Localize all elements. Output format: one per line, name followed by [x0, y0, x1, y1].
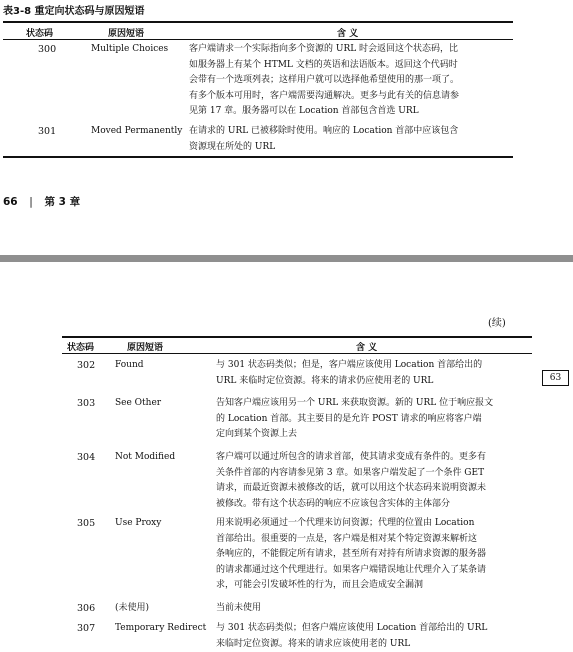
page-footer	[3, 194, 80, 209]
header-reason: 原因短语	[127, 340, 163, 353]
meaning-line: 的请求都通过这个代理进行。如果客户端错误地让代理介入了某条请	[216, 563, 486, 579]
header-reason: 原因短语	[108, 26, 144, 39]
reason-phrase: Use Proxy	[115, 516, 161, 532]
status-code: 300	[38, 44, 56, 55]
header-meaning: 含 义	[337, 26, 358, 39]
meaning-line: 来临时定位资源。将来的请求应该使用老的 URL	[216, 637, 487, 652]
meaning-line: 与 301 状态码类似；但客户端应该使用 Location 首部给出的 URL	[216, 621, 487, 637]
meaning-line: 见第 17 章。服务器可以在 Location 首部包含首选 URL	[189, 104, 459, 120]
meaning-line: 告知客户端应该用另一个 URL 来获取资源。新的 URL 位于响应报文	[216, 396, 493, 412]
meaning-line: 的 Location 首部。其主要目的是允许 POST 请求的响应将客户端	[216, 412, 493, 428]
reason-phrase: Not Modified	[115, 450, 175, 466]
margin-page-number: 63	[542, 370, 569, 386]
page-divider	[0, 255, 573, 262]
meaning-line: 首部给出。很重要的一点是，客户端是相对某个特定资源来解析这	[216, 532, 486, 548]
meaning	[216, 450, 486, 512]
meaning	[216, 358, 482, 389]
status-code: 303	[77, 398, 95, 409]
meaning	[216, 601, 261, 617]
meaning-line: 被修改。带有这个状态码的响应不应该包含实体的主体部分	[216, 497, 486, 513]
header-rule	[62, 353, 532, 354]
chapter-label: 第 3 章	[44, 196, 80, 208]
meaning-line: 有多个版本可用时，客户端需要沟通解决。更多与此有关的信息请参	[189, 89, 459, 105]
meaning-line: 请求，而最近资源未被修改的话，就可以用这个状态码来说明资源未	[216, 481, 486, 497]
meaning-line: 用来说明必须通过一个代理来访问资源；代理的位置由 Location	[216, 516, 486, 532]
reason-phrase: See Other	[115, 396, 161, 412]
meaning	[216, 516, 486, 594]
status-code: 307	[77, 623, 95, 634]
reason-phrase: Temporary Redirect	[115, 621, 206, 637]
status-code: 302	[77, 360, 95, 371]
table-top-rule	[3, 21, 513, 23]
meaning	[216, 621, 487, 652]
reason-phrase: Found	[115, 358, 144, 374]
table-bottom-rule	[3, 156, 513, 158]
meaning-line: 求，可能会引发破坏性的行为，而且会造成安全漏洞	[216, 578, 486, 594]
footer-separator: |	[29, 196, 33, 208]
meaning-line: 客户端请求一个实际指向多个资源的 URL 时会返回这个状态码，比	[189, 42, 459, 58]
table-top-rule	[62, 336, 532, 338]
meaning-line: 如服务器上有某个 HTML 文档的英语和法语版本。返回这个代码时	[189, 58, 459, 74]
meaning	[189, 42, 459, 120]
meaning-line: 客户端可以通过所包含的请求首部，使其请求变成有条件的。更多有	[216, 450, 486, 466]
header-meaning: 含 义	[356, 340, 377, 353]
header-code: 状态码	[26, 26, 53, 39]
meaning-line: 资源现在所处的 URL	[189, 140, 458, 156]
header-code: 状态码	[67, 340, 94, 353]
meaning-line: 定向到某个资源上去	[216, 427, 493, 443]
table-caption: 表3-8 重定向状态码与原因短语	[3, 2, 145, 17]
meaning-line: 当前未使用	[216, 601, 261, 617]
status-code: 306	[77, 603, 95, 614]
meaning	[216, 396, 493, 443]
meaning-line: 条响应的，不能假定所有请求，甚至所有对持有所请求资源的服务器	[216, 547, 486, 563]
header-rule	[3, 39, 513, 40]
status-code: 305	[77, 518, 95, 529]
reason-phrase: Moved Permanently	[91, 124, 182, 140]
meaning-line: 关条件首部的内容请参见第 3 章。如果客户端发起了一个条件 GET	[216, 466, 486, 482]
reason-phrase: Multiple Choices	[91, 42, 168, 58]
meaning-line: 会带有一个选项列表；这样用户就可以选择他希望使用的那一项了。	[189, 73, 459, 89]
page-number: 66	[3, 196, 18, 208]
meaning-line: 在请求的 URL 已被移除时使用。响应的 Location 首部中应该包含	[189, 124, 458, 140]
status-code: 301	[38, 126, 56, 137]
meaning	[189, 124, 458, 155]
status-code: 304	[77, 452, 95, 463]
reason-phrase: (未使用)	[115, 601, 149, 617]
meaning-line: URL 来临时定位资源。将来的请求仍应使用老的 URL	[216, 374, 482, 390]
meaning-line: 与 301 状态码类似；但是，客户端应该使用 Location 首部给出的	[216, 358, 482, 374]
continued-label: (续)	[488, 314, 506, 329]
